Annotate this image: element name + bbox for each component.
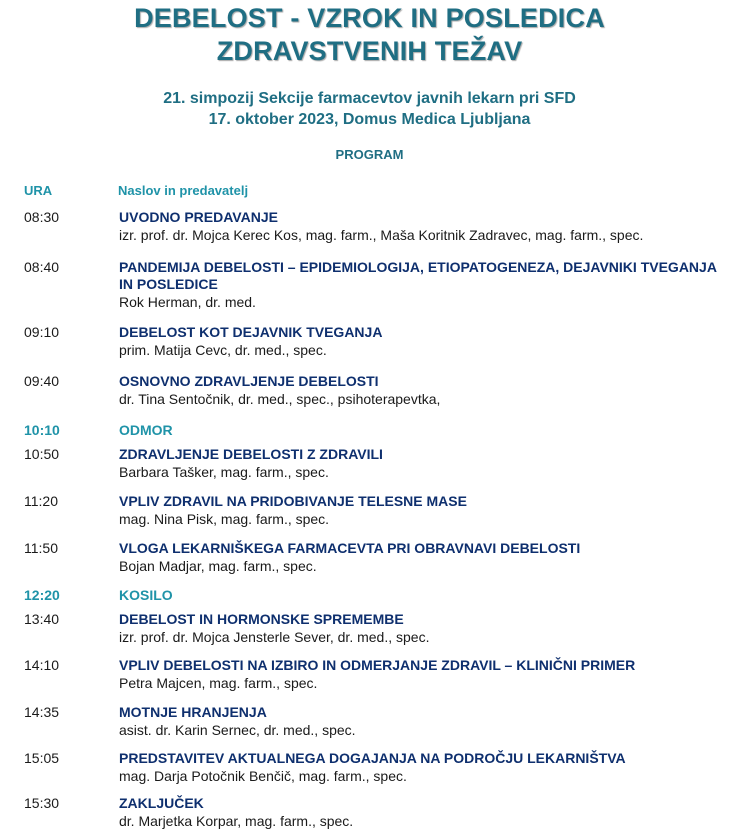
session-time: 15:30 <box>24 795 60 811</box>
session-speaker: Rok Herman, dr. med. <box>119 294 256 310</box>
session-time: 14:35 <box>24 704 60 720</box>
session-time: 13:40 <box>24 611 60 627</box>
session-title: VLOGA LEKARNIŠKEGA FARMACEVTA PRI OBRAVNAVI DEBELOSTI <box>119 540 581 556</box>
title-line-2: ZDRAVSTVENIH TEŽAV <box>216 36 523 66</box>
subtitle-line-1: 21. simpozij Sekcije farmacevtov javnih lekarn pri SFD <box>163 90 576 107</box>
session-speaker: asist. dr. Karin Sernec, dr. med., spec. <box>119 722 356 738</box>
session-title: VPLIV ZDRAVIL NA PRIDOBIVANJE TELESNE MASE <box>119 493 467 509</box>
session-title: DEBELOST IN HORMONSKE SPREMEMBE <box>119 611 404 627</box>
session-time: 10:50 <box>24 446 60 462</box>
session-speaker: dr. Tina Sentočnik, dr. med., spec., psihoterapevtka, <box>119 391 441 407</box>
session-time: 09:10 <box>24 324 60 340</box>
session-title: UVODNO PREDAVANJE <box>119 209 278 225</box>
title-line-1: DEBELOST - VZROK IN POSLEDICA <box>134 3 605 33</box>
session-speaker: Petra Majcen, mag. farm., spec. <box>119 675 318 691</box>
session-speaker: mag. Darja Potočnik Benčič, mag. farm., spec. <box>119 768 407 784</box>
session-speaker: izr. prof. dr. Mojca Jensterle Sever, dr. med., spec. <box>119 629 430 645</box>
program-label: PROGRAM <box>335 147 404 162</box>
session-speaker: dr. Marjetka Korpar, mag. farm., spec. <box>119 813 354 829</box>
session-time: 08:40 <box>24 259 60 275</box>
column-header-time: URA <box>24 183 53 198</box>
session-title: MOTNJE HRANJENJA <box>119 704 267 720</box>
session-title: DEBELOST KOT DEJAVNIK TVEGANJA <box>119 324 383 340</box>
break-title: ODMOR <box>119 422 173 438</box>
session-speaker: prim. Matija Cevc, dr. med., spec. <box>119 342 327 358</box>
break-time: 10:10 <box>24 422 60 438</box>
schedule-header <box>0 183 739 201</box>
session-title: OSNOVNO ZDRAVLJENJE DEBELOSTI <box>119 373 379 389</box>
session-title: VPLIV DEBELOSTI NA IZBIRO IN ODMERJANJE ZDRAVIL – KLINIČNI PRIMER <box>119 657 636 673</box>
event-subtitle <box>0 88 739 130</box>
session-time: 15:05 <box>24 750 60 766</box>
session-title: PANDEMIJA DEBELOSTI – EPIDEMIOLOGIJA, ETIOPATOGENEZA, DEJAVNIKI TVEGANJA IN POSLEDICE <box>119 259 717 292</box>
session-time: 11:20 <box>24 493 58 509</box>
session-speaker: izr. prof. dr. Mojca Kerec Kos, mag. farm., Maša Koritnik Zadravec, mag. farm., spec. <box>119 227 644 243</box>
session-speaker: Barbara Tašker, mag. farm., spec. <box>119 464 329 480</box>
session-speaker: mag. Nina Pisk, mag. farm., spec. <box>119 511 330 527</box>
session-title: PREDSTAVITEV AKTUALNEGA DOGAJANJA NA PODROČJU LEKARNIŠTVA <box>119 750 626 766</box>
session-time: 14:10 <box>24 657 60 673</box>
subtitle-line-2: 17. oktober 2023, Domus Medica Ljubljana <box>208 111 531 128</box>
session-title: ZAKLJUČEK <box>119 795 204 811</box>
page-title <box>0 2 739 68</box>
column-header-title: Naslov in predavatelj <box>118 183 249 198</box>
session-time: 09:40 <box>24 373 60 389</box>
session-speaker: Bojan Madjar, mag. farm., spec. <box>119 558 317 574</box>
break-title: KOSILO <box>119 587 173 603</box>
break-time: 12:20 <box>24 587 60 603</box>
session-time: 08:30 <box>24 209 60 225</box>
session-title: ZDRAVLJENJE DEBELOSTI Z ZDRAVILI <box>119 446 383 462</box>
session-time: 11:50 <box>24 540 58 556</box>
